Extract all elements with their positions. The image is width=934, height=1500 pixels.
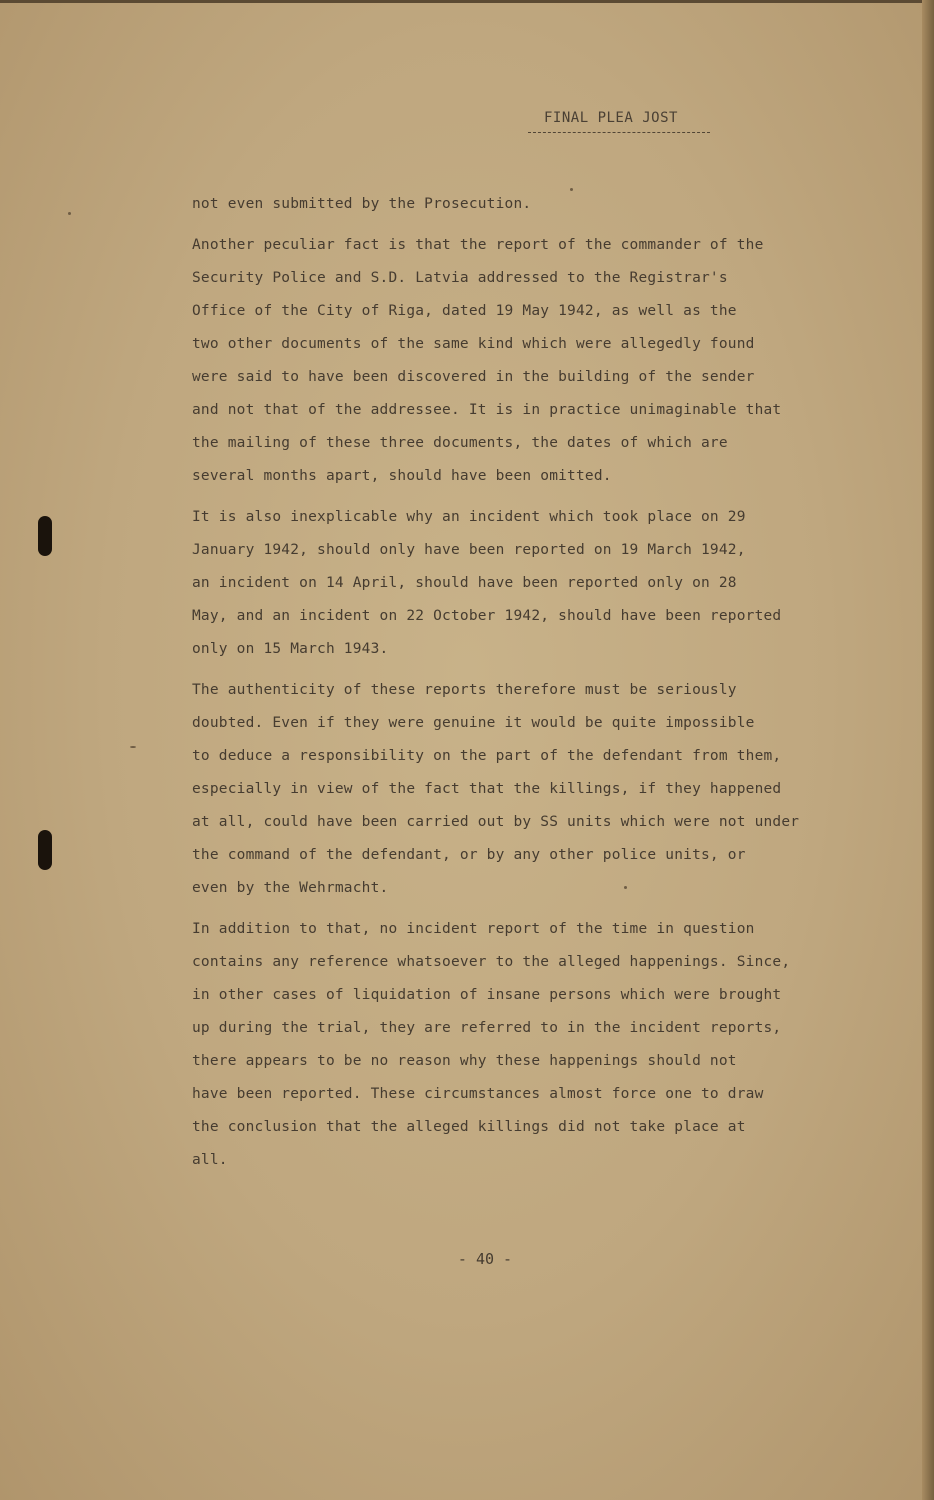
text-line: were said to have been discovered in the building of the sender bbox=[192, 369, 755, 385]
text-line: It is also inexplicable why an incident which took place on 29 bbox=[192, 509, 746, 525]
document-header bbox=[528, 110, 718, 133]
text-line: Another peculiar fact is that the report of the commander of the bbox=[192, 237, 764, 253]
text-line: in other cases of liquidation of insane persons which were brought bbox=[192, 987, 782, 1003]
text-line: two other documents of the same kind which were allegedly found bbox=[192, 336, 755, 352]
text-line: the conclusion that the alleged killings did not take place at bbox=[192, 1119, 746, 1135]
text-line: all. bbox=[192, 1152, 228, 1168]
paper-speck bbox=[130, 746, 136, 748]
paragraph bbox=[192, 913, 852, 1177]
text-line: Security Police and S.D. Latvia addressed to the Registrar's bbox=[192, 270, 728, 286]
text-line: May, and an incident on 22 October 1942, should have been reported bbox=[192, 608, 782, 624]
text-line: up during the trial, they are referred to in the incident reports, bbox=[192, 1020, 782, 1036]
paper-speck bbox=[68, 212, 71, 215]
text-line: to deduce a responsibility on the part of the defendant from them, bbox=[192, 748, 782, 764]
page-top-edge bbox=[0, 0, 934, 3]
page-number: - 40 - bbox=[457, 1250, 513, 1268]
text-line: not even submitted by the Prosecution. bbox=[192, 196, 532, 212]
text-line: only on 15 March 1943. bbox=[192, 641, 389, 657]
punch-hole-lower bbox=[38, 830, 52, 870]
text-line: Office of the City of Riga, dated 19 May 1942, as well as the bbox=[192, 303, 737, 319]
paragraph bbox=[192, 501, 852, 666]
text-line: January 1942, should only have been reported on 19 March 1942, bbox=[192, 542, 746, 558]
text-line: In addition to that, no incident report of the time in question bbox=[192, 921, 755, 937]
text-line: especially in view of the fact that the killings, if they happened bbox=[192, 781, 782, 797]
text-line: doubted. Even if they were genuine it would be quite impossible bbox=[192, 715, 755, 731]
document-body bbox=[192, 188, 852, 1185]
page-right-edge bbox=[922, 0, 934, 1500]
header-title: FINAL PLEA JOST bbox=[544, 110, 678, 126]
punch-hole-upper bbox=[38, 516, 52, 556]
text-line: an incident on 14 April, should have been reported only on 28 bbox=[192, 575, 737, 591]
text-line: there appears to be no reason why these happenings should not bbox=[192, 1053, 737, 1069]
text-line: and not that of the addressee. It is in practice unimaginable that bbox=[192, 402, 782, 418]
paragraph bbox=[192, 188, 852, 221]
text-line: the mailing of these three documents, the dates of which are bbox=[192, 435, 728, 451]
text-line: several months apart, should have been omitted. bbox=[192, 468, 612, 484]
header-underline bbox=[528, 132, 710, 133]
text-line: have been reported. These circumstances almost force one to draw bbox=[192, 1086, 764, 1102]
text-line: contains any reference whatsoever to the alleged happenings. Since, bbox=[192, 954, 791, 970]
text-line: The authenticity of these reports therefore must be seriously bbox=[192, 682, 737, 698]
paragraph bbox=[192, 674, 852, 905]
text-line: even by the Wehrmacht. bbox=[192, 880, 389, 896]
paragraph bbox=[192, 229, 852, 493]
text-line: the command of the defendant, or by any other police units, or bbox=[192, 847, 746, 863]
text-line: at all, could have been carried out by SS units which were not under bbox=[192, 814, 800, 830]
